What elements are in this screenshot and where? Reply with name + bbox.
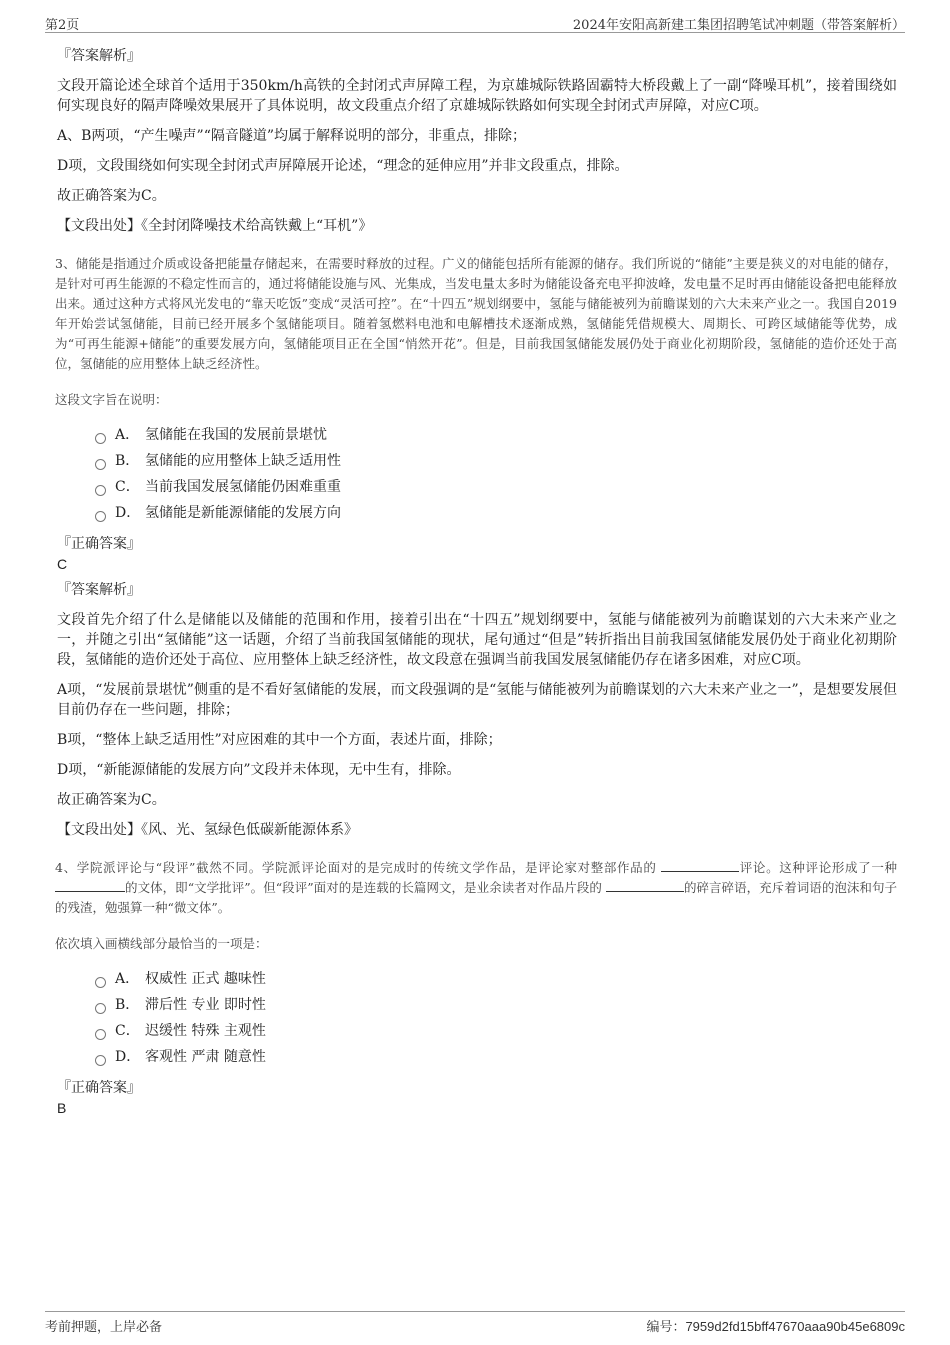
q3-analysis-paragraph: B项，“整体上缺乏适用性”对应困难的其中一个方面，表述片面，排除； (57, 732, 502, 748)
code-label: 编号： (646, 1319, 686, 1334)
q4-answer: B (57, 1100, 67, 1116)
q2-analysis-paragraph: A、B两项，“产生噪声”“隔音隧道”均属于解释说明的部分，非重点，排除； (57, 128, 527, 144)
option-letter: C． (115, 1023, 140, 1039)
radio-icon[interactable] (95, 485, 106, 496)
q4-text (55, 858, 897, 918)
q3-analysis-paragraph: 文段首先介绍了什么是储能以及储能的范围和作用，接着引出在“十四五”规划纲要中，氢能与储能被列为前瞻谋划的六大未来产业之一，并随之引出“氢储能”这一话题，介绍了当前我国氢储能的现状，尾句通过“但是”转折指出目前我国氢储能发展仍处于商业化初期阶段，氢储能的造价还处于高位、应用整体上缺乏经济性，故文段意在强调当前我国发展氢储能仍存在诸多困难，对应C项。 (57, 612, 897, 668)
q2-analysis-paragraph: D项，文段围绕如何实现全封闭式声屏障展开论述，“理念的延伸应用”并非文段重点，排除。 (57, 158, 629, 174)
page-header (45, 10, 905, 33)
q3-analysis-label: 『答案解析』 (57, 582, 141, 598)
option-text: 氢储能在我国的发展前景堪忧 (145, 427, 327, 443)
q3-analysis-paragraph: 故正确答案为C。 (57, 792, 166, 808)
q2-analysis-paragraph: 文段开篇论述全球首个适用于350km/h高铁的全封闭式声屏障工程，为京雄城际铁路固霸特大桥段戴上了一副“降噪耳机”，接着围绕如何实现良好的隔声降噪效果展开了具体说明，故文段重点介绍了京雄城际铁路如何实现全封闭式声屏障，对应C项。 (57, 78, 897, 114)
document-title: 2024年安阳高新建工集团招聘笔试冲刺题（带答案解析） (572, 18, 905, 33)
option-c[interactable] (95, 474, 897, 500)
q3-stem: 这段文字旨在说明： (55, 392, 168, 407)
footer-slogan: 考前押题，上岸必备 (45, 1320, 163, 1335)
radio-icon[interactable] (95, 1055, 106, 1066)
option-letter: D． (115, 1049, 141, 1065)
q3-answer-label: 『正确答案』 (57, 536, 141, 552)
option-letter: B． (115, 997, 140, 1013)
radio-icon[interactable] (95, 977, 106, 988)
q4-answer-label: 『正确答案』 (57, 1080, 141, 1096)
fill-blank (55, 878, 125, 892)
option-a[interactable] (95, 422, 897, 448)
code-value: 7959d2fd15bff47670aaa90b45e6809c (685, 1319, 905, 1334)
q4-text-part: 的碎言碎语，充斥着词语的泡沫和句子的残渣，勉强算一种“微文体”。 (55, 880, 897, 915)
q2-analysis-paragraph: 故正确答案为C。 (57, 188, 166, 204)
document-code (646, 1316, 905, 1335)
radio-icon[interactable] (95, 1029, 106, 1040)
option-text: 氢储能的应用整体上缺乏适用性 (145, 453, 341, 469)
option-letter: D． (115, 505, 141, 521)
q4-stem: 依次填入画横线部分最恰当的一项是： (55, 936, 268, 951)
option-text: 当前我国发展氢储能仍困难重重 (145, 479, 341, 495)
option-d[interactable] (95, 1044, 897, 1070)
q3-answer: C (57, 556, 68, 572)
option-text: 权威性 正式 趣味性 (145, 971, 266, 987)
page-number: 第2页 (45, 18, 80, 33)
q2-analysis-label: 『答案解析』 (57, 48, 141, 64)
q4-text-part: 评论。这种评论形成了一种 (739, 860, 897, 875)
option-text: 客观性 严肃 随意性 (145, 1049, 266, 1065)
option-d[interactable] (95, 500, 897, 526)
page-footer (45, 1311, 905, 1336)
q3-options (95, 422, 897, 526)
fill-blank (606, 878, 684, 892)
option-letter: C． (115, 479, 140, 495)
fill-blank (661, 858, 739, 872)
radio-icon[interactable] (95, 433, 106, 444)
option-text: 氢储能是新能源储能的发展方向 (145, 505, 341, 521)
option-letter: A． (115, 427, 140, 443)
q4-options (95, 966, 897, 1070)
q2-source: 【文段出处】《全封闭降噪技术给高铁戴上“耳机”》 (57, 218, 373, 234)
option-b[interactable] (95, 448, 897, 474)
option-text: 迟缓性 特殊 主观性 (145, 1023, 266, 1039)
option-text: 滞后性 专业 即时性 (145, 997, 266, 1013)
option-b[interactable] (95, 992, 897, 1018)
q3-source: 【文段出处】《风、光、氢绿色低碳新能源体系》 (57, 822, 358, 838)
q4-text-part: 4、学院派评论与“段评”截然不同。学院派评论面对的是完成时的传统文学作品，是评论家对整部作品的 (55, 860, 657, 875)
q3-analysis-paragraph: A项，“发展前景堪忧”侧重的是不看好氢储能的发展，而文段强调的是“氢能与储能被列为前瞻谋划的六大未来产业之一”，是想要发展但目前仍存在一些问题，排除； (57, 682, 897, 718)
option-a[interactable] (95, 966, 897, 992)
option-letter: A． (115, 971, 140, 987)
q3-analysis-paragraph: D项，“新能源储能的发展方向”文段并未体现，无中生有，排除。 (57, 762, 461, 778)
radio-icon[interactable] (95, 1003, 106, 1014)
q4-text-part: 的文体，即“文学批评”。但“段评”面对的是连载的长篇网文，是业余读者对作品片段的 (125, 880, 602, 895)
q3-text: 3、储能是指通过介质或设备把能量存储起来，在需要时释放的过程。广义的储能包括所有能源的储存。我们所说的“储能”主要是狭义的对电能的储存，是针对可再生能源的不稳定性而言的，通过将储能设施与风、光集成，当发电量太多时为储能设备充电平抑波峰，发电量不足时再由储能设备把电能释放出来。通过这种方式将风光发电的“靠天吃饭”变成“灵活可控”。在“十四五”规划纲要中，氢能与储能被列为前瞻谋划的六大未来产业之一。我国自2019年开始尝试氢储能，目前已经开展多个氢储能项目。随着氢燃料电池和电解槽技术逐渐成熟，氢储能凭借规模大、周期长、可跨区域储能等优势，成为“可再生能源+储能”的重要发展方向，氢储能项目正在全国“悄然开花”。但是，目前我国氢储能发展仍处于商业化初期阶段，氢储能的造价还处于高位，氢储能的应用整体上缺乏经济性。 (55, 256, 897, 371)
document-body (57, 46, 897, 1124)
option-c[interactable] (95, 1018, 897, 1044)
radio-icon[interactable] (95, 459, 106, 470)
radio-icon[interactable] (95, 511, 106, 522)
option-letter: B． (115, 453, 140, 469)
